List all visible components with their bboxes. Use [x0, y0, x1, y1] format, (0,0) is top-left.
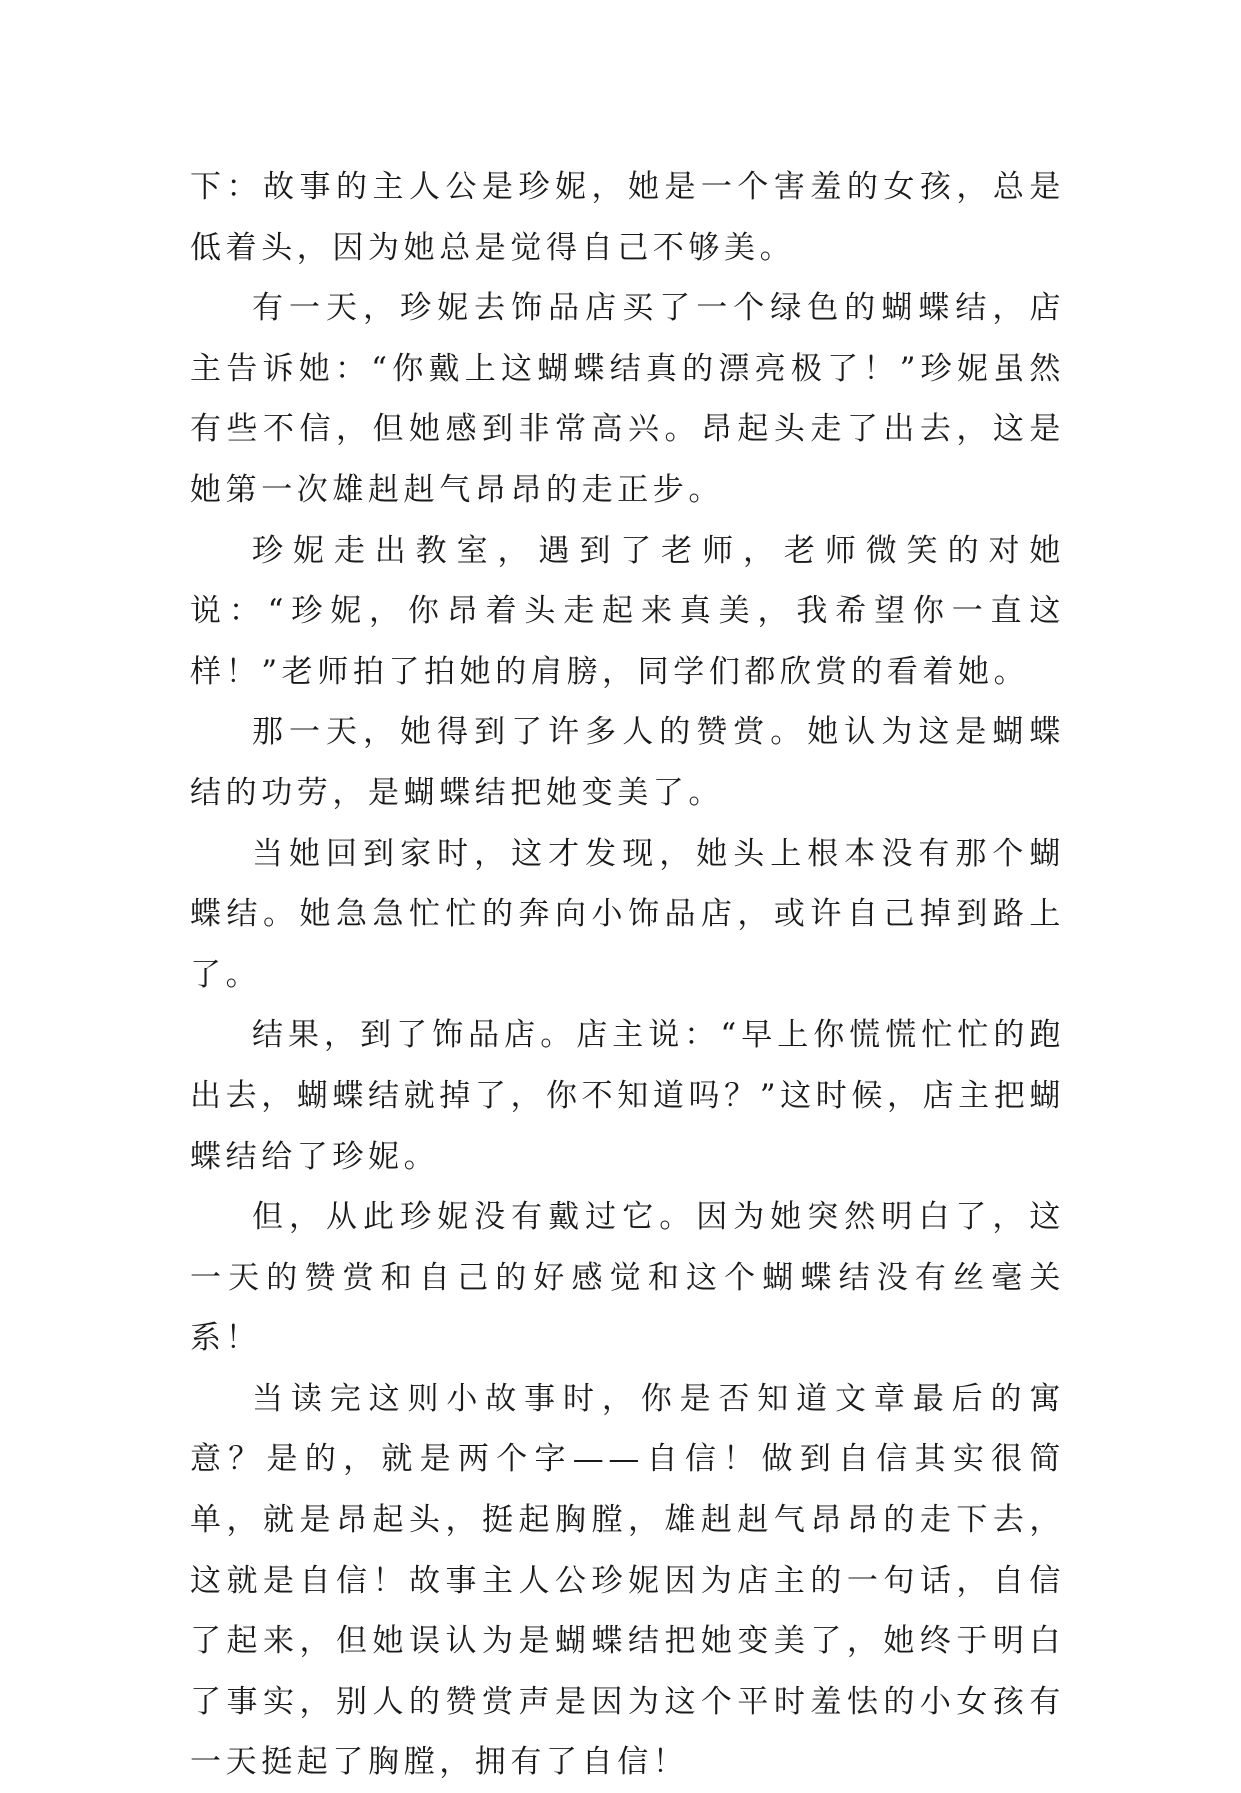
paragraph-shop-return: 结果，到了饰品店。店主说：“早上你慌慌忙忙的跑出去，蝴蝶结就掉了，你不知道吗？”这时候，店主把蝴蝶结给了珍妮。 [190, 1017, 1065, 1175]
paragraph-realization: 但，从此珍妮没有戴过它。因为她突然明白了，这一天的赞赏和自己的好感觉和这个蝴蝶结没有丝毫关系！ [190, 1199, 1065, 1357]
paragraph-praise: 那一天，她得到了许多人的赞赏。她认为这是蝴蝶结的功劳，是蝴蝶结把她变美了。 [190, 714, 1065, 811]
paragraph-moral: 当读完这则小故事时，你是否知道文章最后的寓意？是的，就是两个字——自信！做到自信其实很简单，就是昂起头，挺起胸膛，雄赳赳气昂昂的走下去，这就是自信！故事主人公珍妮因为店主的一句话，自信了起来，但她误认为是蝴蝶结把她变美了，她终于明白了事实，别人的赞赏声是因为这个平时羞怯的小女孩有一天挺起了胸膛，拥有了自信！ [190, 1380, 1065, 1781]
paragraph-continuation: 下：故事的主人公是珍妮，她是一个害羞的女孩，总是低着头，因为她总是觉得自己不够美。 [190, 169, 1065, 266]
paragraph-discovery: 当她回到家时，这才发现，她头上根本没有那个蝴蝶结。她急急忙忙的奔向小饰品店，或许自己掉到路上了。 [190, 835, 1065, 993]
paragraph-bow-purchase: 有一天，珍妮去饰品店买了一个绿色的蝴蝶结，店主告诉她：“你戴上这蝴蝶结真的漂亮极了！”珍妮虽然有些不信，但她感到非常高兴。昂起头走了出去，这是她第一次雄赳赳气昂昂的走正步。 [190, 290, 1065, 508]
document-body [190, 157, 1065, 1793]
paragraph-teacher: 珍妮走出教室，遇到了老师，老师微笑的对她说：“珍妮，你昂着头走起来真美，我希望你一直这样！”老师拍了拍她的肩膀，同学们都欣赏的看着她。 [190, 532, 1065, 690]
